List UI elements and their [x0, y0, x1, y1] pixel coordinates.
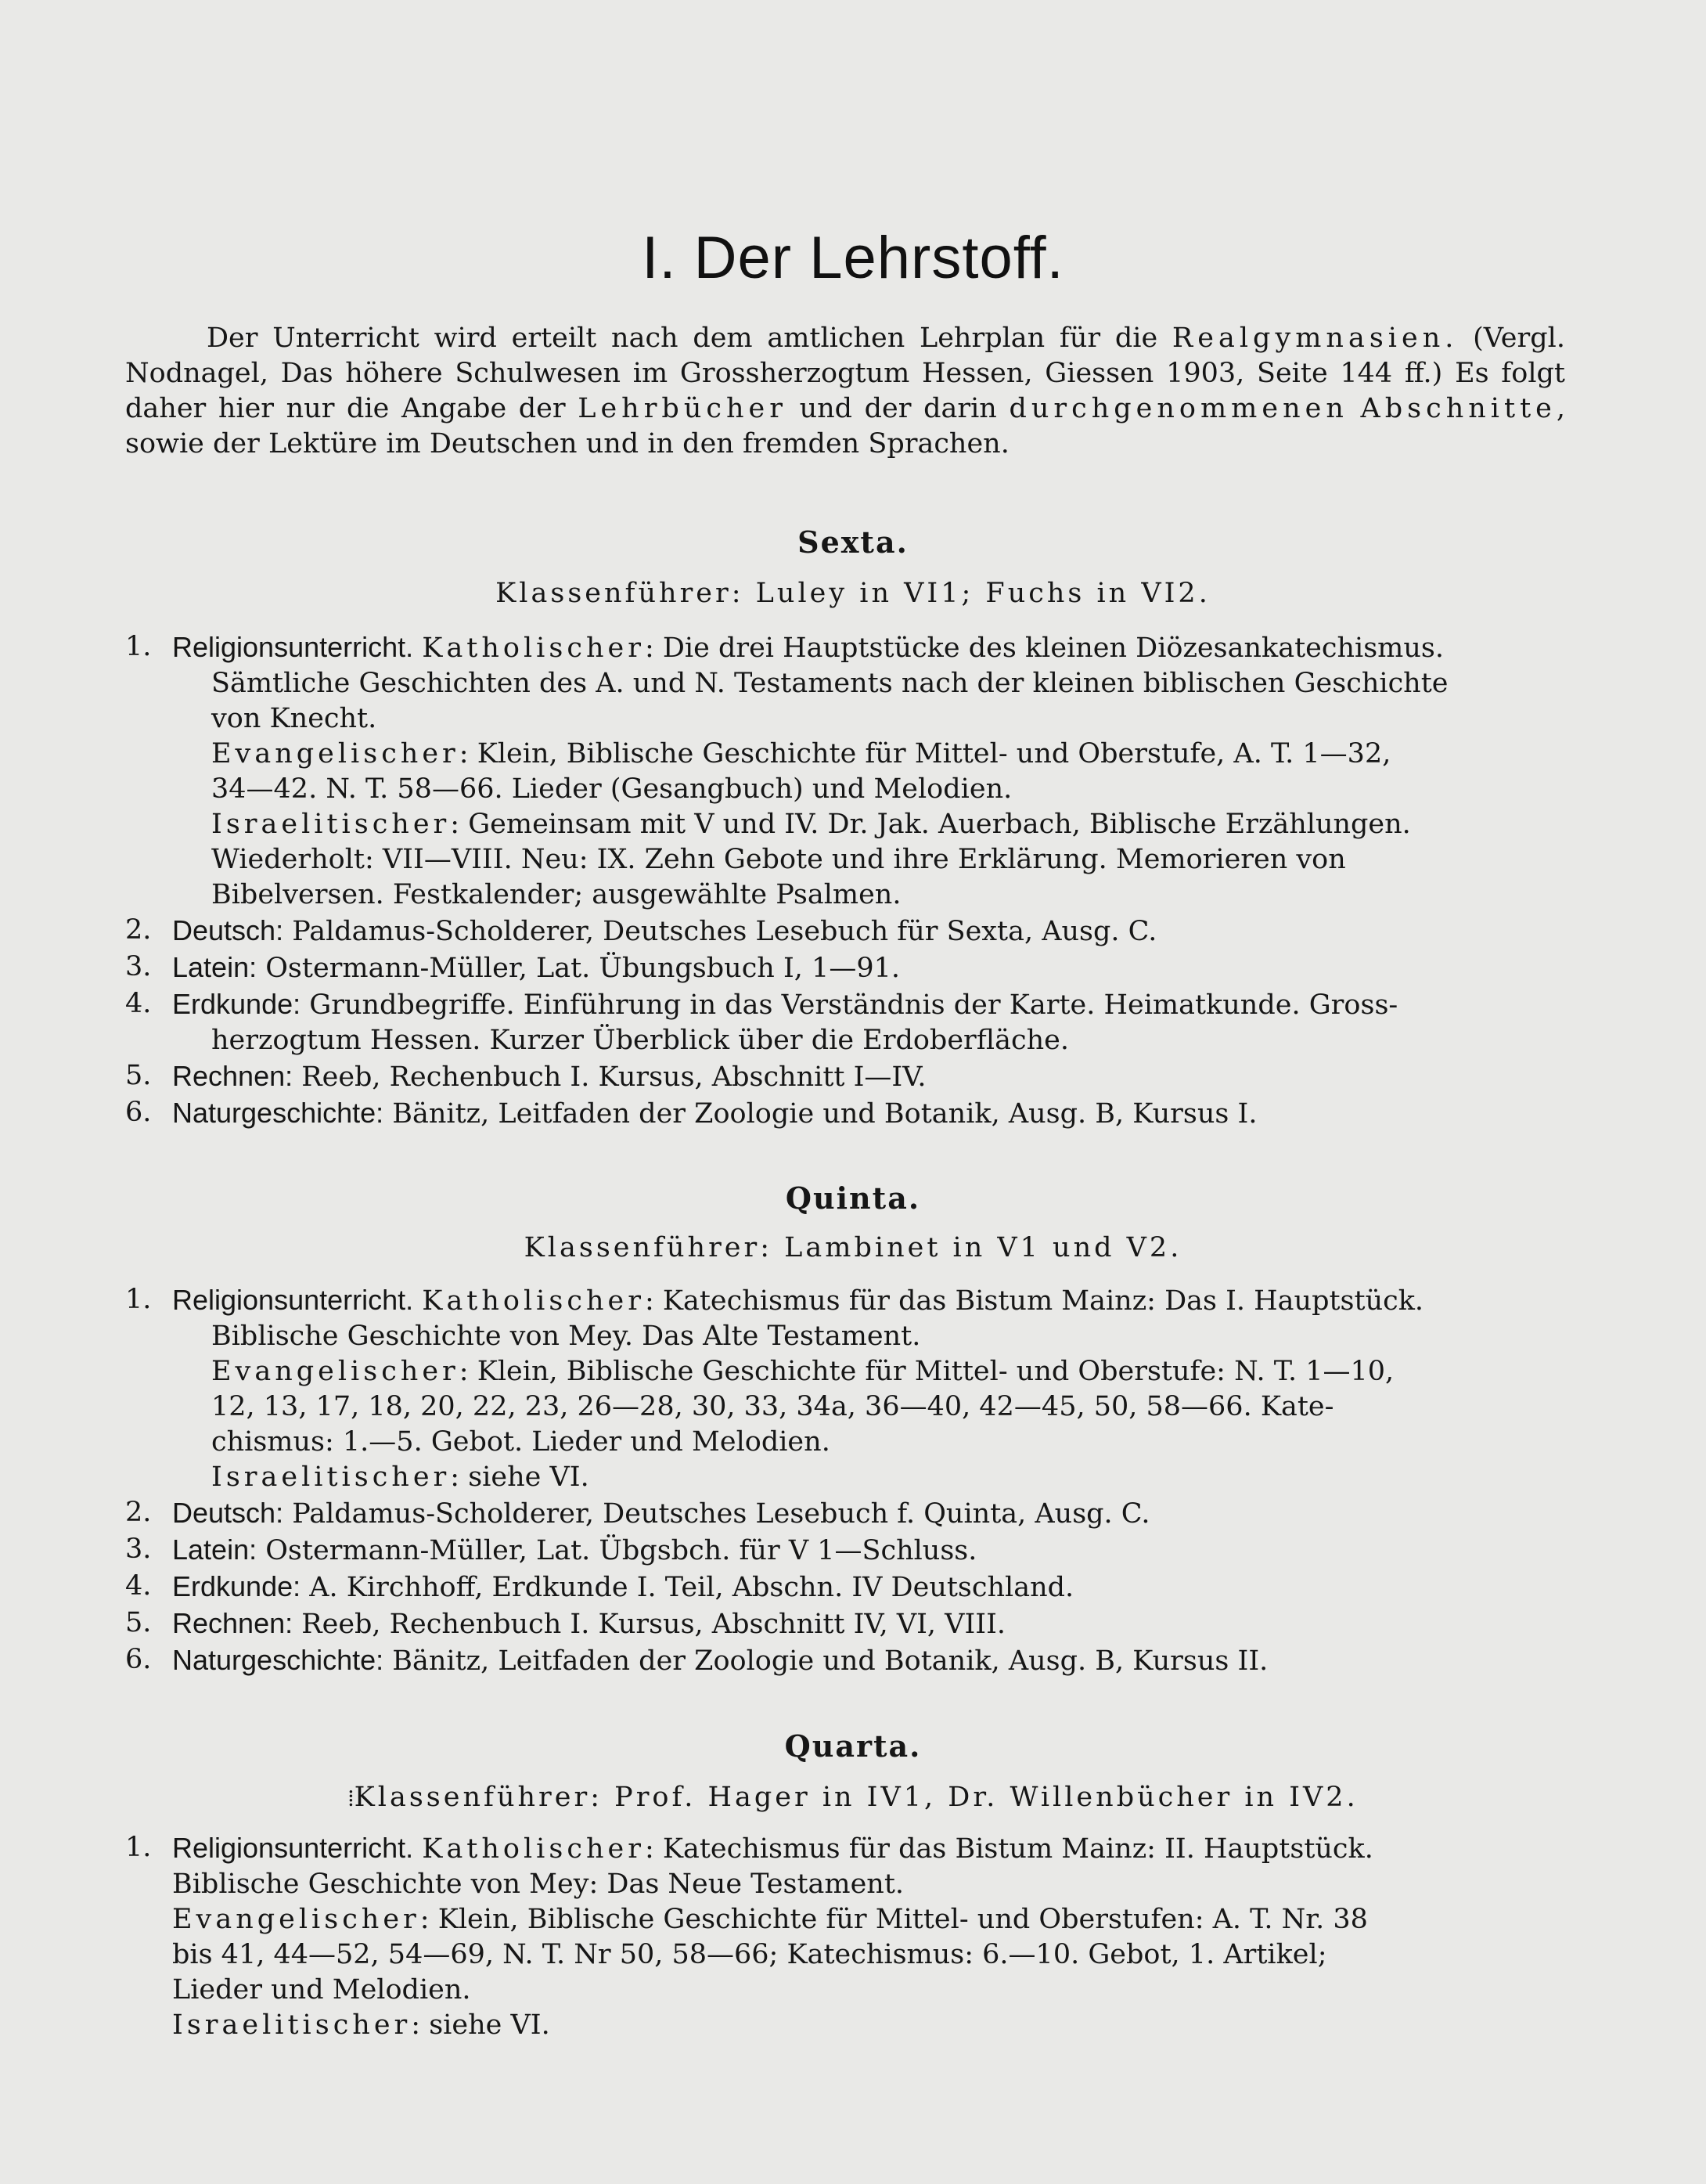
item-number: 5.: [125, 1607, 152, 1638]
item-line: 34—42. N. T. 58—66. Lieder (Gesangbuch) und Melodien.: [211, 773, 1013, 805]
category-label: Israelitischer: [211, 1461, 451, 1493]
item-line: von Knecht.: [211, 703, 377, 734]
list-item: [125, 1095, 1565, 1132]
subject-label: Deutsch:: [172, 1497, 284, 1529]
item-line: Sämtliche Geschichten des A. und N. Testaments nach der kleinen biblischen Geschichte: [211, 668, 1449, 699]
subject-label: Rechnen:: [172, 1607, 293, 1639]
item-text: Paldamus-Scholderer, Deutsches Lesebuch f. Quinta, Ausg. C.: [292, 1498, 1150, 1530]
intro-paragraph: [125, 321, 1565, 462]
item-line: [172, 1460, 1565, 1495]
subject-label: Naturgeschichte:: [172, 1644, 384, 1676]
item-text: Ostermann-Müller, Lat. Übgsbch. für V 1—Schluss.: [265, 1535, 977, 1566]
item-line: [172, 913, 1565, 950]
intro-line3a: Es folgt daher hier nur die Angabe der: [125, 358, 1565, 424]
intro-text: [125, 321, 1565, 462]
sexta-list: [125, 629, 1565, 1132]
quinta-list: [125, 1282, 1565, 1679]
item-number: 3.: [125, 1533, 152, 1565]
subject-label: Religionsunterricht.: [172, 1284, 414, 1316]
item-number: 1.: [125, 631, 152, 662]
item-line: 12, 13, 17, 18, 20, 22, 23, 26—28, 30, 33, 34a, 36—40, 42—45, 50, 58—66. Kate-: [211, 1391, 1334, 1422]
item-line: [172, 807, 1565, 842]
subject-label: Latein:: [172, 1533, 257, 1566]
intro-line2: (Vergl. Nodnagel, Das höhere Schulwesen im Grossherzogtum Hessen, Giessen 1903, Seite 144 ff.): [125, 323, 1565, 389]
sexta-heading: Sexta.: [797, 524, 909, 560]
item-line: [172, 1569, 1565, 1606]
category-label: Evangelischer: [211, 738, 459, 769]
item-number: 3.: [125, 951, 152, 982]
item-text: Reeb, Rechenbuch I. Kursus, Abschnitt IV, VI, VIII.: [301, 1609, 1006, 1640]
list-item: [125, 1532, 1565, 1569]
category-label: Katholischer: [422, 1285, 645, 1317]
subject-label: Naturgeschichte:: [172, 1097, 384, 1129]
intro-line1a: Der Unterricht wird erteilt nach dem amtlichen Lehrplan für die: [207, 323, 1172, 354]
item-text: : Katechismus für das Bistum Mainz: Das I. Hauptstück.: [644, 1285, 1424, 1317]
intro-line3b: Lehrbücher: [578, 393, 787, 424]
item-line: [172, 1830, 1565, 1867]
item-text: Reeb, Rechenbuch I. Kursus, Abschnitt I—IV.: [301, 1061, 927, 1093]
list-item: [125, 986, 1565, 1058]
item-line: [172, 1642, 1565, 1679]
item-line: [172, 737, 1565, 772]
item-line: [172, 1606, 1565, 1642]
list-item: [125, 950, 1565, 986]
item-line: [172, 1282, 1565, 1319]
item-line: Lieder und Melodien.: [172, 1974, 471, 2006]
intro-line3d: durchgenommenen: [1009, 393, 1348, 424]
list-item: [125, 629, 1565, 913]
list-item: [125, 1282, 1565, 1495]
intro-line3c: und der darin: [786, 393, 1010, 424]
category-label: Katholischer: [422, 632, 645, 664]
sexta-klassenfuehrer: Klassenführer: Luley in VI1; Fuchs in VI2.: [495, 578, 1211, 609]
subject-label: Deutsch:: [172, 914, 284, 946]
category-label: Israelitischer: [172, 2009, 412, 2041]
quarta-klassen-text: Klassenführer: Prof. Hager in IV1, Dr. Willenbücher in IV2.: [354, 1782, 1359, 1813]
category-label: Evangelischer: [211, 1356, 459, 1387]
subject-label: Latein:: [172, 951, 257, 983]
item-line: bis 41, 44—52, 54—69, N. T. Nr 50, 58—66; Katechismus: 6.—10. Gebot, 1. Artikel;: [172, 1939, 1327, 1970]
item-line: Biblische Geschichte von Mey: Das Neue Testament.: [172, 1869, 905, 1900]
subject-label: Erdkunde:: [172, 988, 301, 1020]
item-text: Bänitz, Leitfaden der Zoologie und Botanik, Ausg. B, Kursus II.: [392, 1645, 1269, 1677]
quinta-klassenfuehrer: Klassenführer: Lambinet in V1 und V2.: [524, 1232, 1182, 1263]
item-number: 4.: [125, 988, 152, 1019]
subject-label: Rechnen:: [172, 1060, 293, 1092]
item-text: : Klein, Biblische Geschichte für Mittel- und Oberstufe: N. T. 1—10,: [459, 1356, 1395, 1387]
item-line: Biblische Geschichte von Mey. Das Alte Testament.: [211, 1321, 921, 1352]
item-line: Bibelversen. Festkalender; ausgewählte Psalmen.: [211, 879, 902, 910]
ink-mark-icon: ⁞: [347, 1785, 355, 1812]
intro-line4b: , sowie der Lektüre im Deutschen und in den fremden Sprachen.: [125, 393, 1565, 460]
item-text: Paldamus-Scholderer, Deutsches Lesebuch für Sexta, Ausg. C.: [292, 916, 1157, 947]
item-line: [172, 1902, 1565, 1937]
quarta-list: [125, 1830, 1565, 2043]
item-number: 2.: [125, 914, 152, 946]
item-line: herzogtum Hessen. Kurzer Überblick über die Erdoberfläche.: [211, 1025, 1069, 1056]
category-label: Evangelischer: [172, 1904, 420, 1935]
intro-line1b: Realgymnasien.: [1172, 323, 1459, 354]
item-text: : Klein, Biblische Geschichte für Mittel- und Oberstufe, A. T. 1—32,: [459, 738, 1391, 769]
quarta-heading: Quarta.: [784, 1728, 922, 1764]
item-text: : siehe VI.: [450, 1461, 589, 1493]
list-item: [125, 1569, 1565, 1606]
item-number: 1.: [125, 1832, 152, 1863]
list-item: [125, 1058, 1565, 1095]
item-line: [172, 629, 1565, 666]
category-label: Israelitischer: [211, 809, 451, 840]
item-line: [172, 1095, 1565, 1132]
item-line: [172, 986, 1565, 1023]
item-line: [172, 950, 1565, 986]
item-text: A. Kirchhoff, Erdkunde I. Teil, Abschn. IV Deutschland.: [309, 1572, 1074, 1603]
category-label: Katholischer: [422, 1833, 645, 1865]
item-number: 6.: [125, 1644, 152, 1675]
item-number: 5.: [125, 1060, 152, 1091]
intro-line4a: Abschnitte: [1360, 393, 1557, 424]
item-line: [172, 1532, 1565, 1569]
item-number: 4.: [125, 1570, 152, 1602]
item-text: : Klein, Biblische Geschichte für Mittel- und Oberstufen: A. T. Nr. 38: [419, 1904, 1368, 1935]
item-number: 6.: [125, 1097, 152, 1128]
item-number: 1.: [125, 1284, 152, 1315]
list-item: [125, 1606, 1565, 1642]
item-line: [172, 1354, 1565, 1389]
item-text: Grundbegriffe. Einführung in das Verständnis der Karte. Heimatkunde. Gross-: [309, 989, 1398, 1021]
item-text: : Die drei Hauptstücke des kleinen Diözesankatechismus.: [644, 632, 1444, 664]
list-item: [125, 913, 1565, 950]
item-text: : Katechismus für das Bistum Mainz: II. Hauptstück.: [644, 1833, 1373, 1865]
item-text: : siehe VI.: [411, 2009, 550, 2041]
item-line: Wiederholt: VII—VIII. Neu: IX. Zehn Gebote und ihre Erklärung. Memorieren von: [211, 844, 1346, 875]
item-line: [172, 1058, 1565, 1095]
item-line: [172, 1495, 1565, 1532]
item-line: chismus: 1.—5. Gebot. Lieder und Melodien.: [211, 1426, 830, 1458]
page-title: I. Der Lehrstoff.: [642, 225, 1064, 291]
quarta-klassenfuehrer: [0, 1782, 1706, 1813]
subject-label: Religionsunterricht.: [172, 1832, 414, 1864]
list-item: [125, 1495, 1565, 1532]
item-line: [172, 2008, 1565, 2043]
quinta-heading: Quinta.: [785, 1180, 921, 1216]
item-text: : Gemeinsam mit V und IV. Dr. Jak. Auerbach, Biblische Erzählungen.: [450, 809, 1411, 840]
subject-label: Erdkunde:: [172, 1570, 301, 1602]
item-number: 2.: [125, 1497, 152, 1528]
item-text: Bänitz, Leitfaden der Zoologie und Botanik, Ausg. B, Kursus I.: [392, 1098, 1258, 1130]
list-item: [125, 1642, 1565, 1679]
list-item: [125, 1830, 1565, 2043]
item-text: Ostermann-Müller, Lat. Übungsbuch I, 1—91.: [265, 953, 900, 984]
subject-label: Religionsunterricht.: [172, 631, 414, 663]
